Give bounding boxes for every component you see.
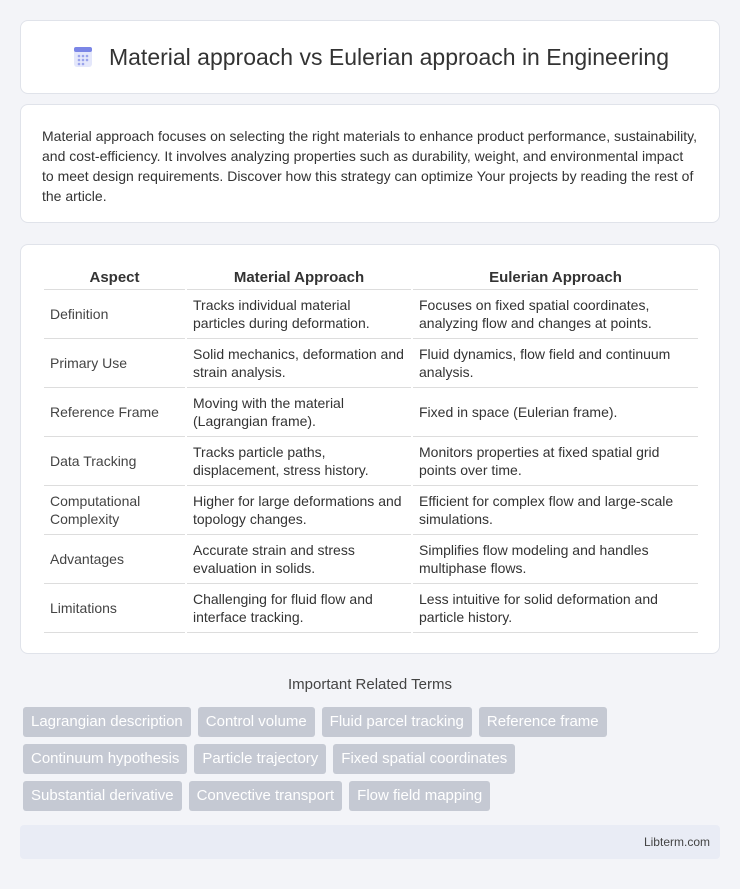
page-title: Material approach vs Eulerian approach in Engineering bbox=[108, 43, 669, 70]
related-term-tag[interactable]: Continuum hypothesis bbox=[23, 744, 187, 774]
table-row bbox=[44, 339, 698, 388]
tag-row bbox=[23, 781, 723, 811]
related-term-tag[interactable]: Reference frame bbox=[479, 707, 607, 737]
cell-eulerian: Less intuitive for solid deformation and particle history. bbox=[413, 584, 698, 633]
document-icon bbox=[71, 45, 95, 69]
intro-text: Material approach focuses on selecting the right materials to enhance product performance, sustainability, and cost-efficiency. It involves analyzing properties such as durability, weight, and environmental impact to meet design requirements. Discover how this strategy can optimize Your projects by reading the rest of the article. bbox=[42, 128, 697, 204]
table-row bbox=[44, 437, 698, 486]
related-term-tag[interactable]: Lagrangian description bbox=[23, 707, 191, 737]
cell-aspect: Data Tracking bbox=[44, 437, 185, 486]
cell-aspect: Limitations bbox=[44, 584, 185, 633]
cell-aspect: Primary Use bbox=[44, 339, 185, 388]
tag-row bbox=[23, 707, 723, 737]
related-term-tag[interactable]: Convective transport bbox=[189, 781, 343, 811]
cell-material: Challenging for fluid flow and interface tracking. bbox=[187, 584, 411, 633]
header-aspect: Aspect bbox=[44, 265, 185, 290]
table-row bbox=[44, 584, 698, 633]
cell-material: Accurate strain and stress evaluation in solids. bbox=[187, 535, 411, 584]
table-row bbox=[44, 535, 698, 584]
cell-material: Higher for large deformations and topology changes. bbox=[187, 486, 411, 535]
header-material: Material Approach bbox=[187, 265, 411, 290]
comparison-table-card bbox=[20, 244, 720, 654]
cell-aspect: Computational Complexity bbox=[44, 486, 185, 535]
related-terms-list bbox=[23, 707, 723, 818]
footer bbox=[20, 825, 720, 859]
comparison-table bbox=[42, 265, 700, 633]
related-term-tag[interactable]: Particle trajectory bbox=[194, 744, 326, 774]
footer-site-link[interactable]: Libterm.com bbox=[643, 835, 710, 849]
cell-eulerian: Fixed in space (Eulerian frame). bbox=[413, 388, 698, 437]
table-row bbox=[44, 290, 698, 339]
tag-row bbox=[23, 744, 723, 774]
table-row bbox=[44, 388, 698, 437]
cell-aspect: Reference Frame bbox=[44, 388, 185, 437]
cell-eulerian: Monitors properties at fixed spatial grid points over time. bbox=[413, 437, 698, 486]
cell-eulerian: Efficient for complex flow and large-scale simulations. bbox=[413, 486, 698, 535]
cell-aspect: Definition bbox=[44, 290, 185, 339]
cell-eulerian: Fluid dynamics, flow field and continuum analysis. bbox=[413, 339, 698, 388]
cell-eulerian: Simplifies flow modeling and handles multiphase flows. bbox=[413, 535, 698, 584]
cell-aspect: Advantages bbox=[44, 535, 185, 584]
cell-material: Tracks individual material particles during deformation. bbox=[187, 290, 411, 339]
cell-material: Tracks particle paths, displacement, stress history. bbox=[187, 437, 411, 486]
related-term-tag[interactable]: Substantial derivative bbox=[23, 781, 182, 811]
intro-card bbox=[20, 104, 720, 223]
title-card bbox=[20, 20, 720, 94]
table-row bbox=[44, 486, 698, 535]
related-term-tag[interactable]: Control volume bbox=[198, 707, 315, 737]
header-eulerian: Eulerian Approach bbox=[413, 265, 698, 290]
related-term-tag[interactable]: Fluid parcel tracking bbox=[322, 707, 472, 737]
cell-eulerian: Focuses on fixed spatial coordinates, analyzing flow and changes at points. bbox=[413, 290, 698, 339]
table-header-row bbox=[44, 265, 698, 290]
related-term-tag[interactable]: Flow field mapping bbox=[349, 781, 490, 811]
cell-material: Moving with the material (Lagrangian frame). bbox=[187, 388, 411, 437]
cell-material: Solid mechanics, deformation and strain analysis. bbox=[187, 339, 411, 388]
related-term-tag[interactable]: Fixed spatial coordinates bbox=[333, 744, 515, 774]
related-terms-title: Important Related Terms bbox=[288, 676, 452, 693]
